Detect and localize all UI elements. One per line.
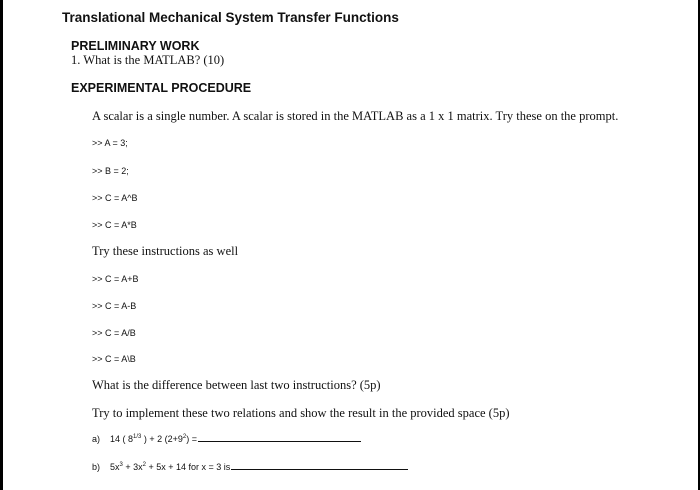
preliminary-question: 1. What is the MATLAB? (10) bbox=[71, 53, 225, 67]
task-b-expr-part: 5x bbox=[110, 462, 120, 472]
command-line: >> C = A+B bbox=[92, 274, 139, 284]
task-a bbox=[92, 434, 361, 444]
try-instructions-text: Try these instructions as well bbox=[92, 244, 239, 258]
implement-question: Try to implement these two relations and show the result in the provided space (5p) bbox=[92, 406, 510, 420]
command-line: >> B = 2; bbox=[92, 166, 129, 176]
task-b-expr-part: + 5x + 14 for x = 3 is bbox=[145, 462, 231, 472]
task-a-exponent: 1/3 bbox=[133, 434, 142, 440]
task-a-exponent: 2 bbox=[182, 434, 187, 440]
task-b-answer-blank[interactable] bbox=[231, 469, 408, 470]
command-line: >> A = 3; bbox=[92, 138, 128, 148]
experimental-heading: EXPERIMENTAL PROCEDURE bbox=[71, 81, 252, 95]
task-b-exponent: 3 bbox=[119, 462, 123, 468]
task-a-expr-part: ) + 2 (2+9 bbox=[141, 434, 183, 444]
task-a-expr-part: 14 ( 8 bbox=[110, 434, 134, 444]
command-line: >> C = A/B bbox=[92, 328, 136, 338]
task-a-answer-blank[interactable] bbox=[198, 441, 361, 442]
command-line: >> C = A-B bbox=[92, 301, 137, 311]
command-line: >> C = A\B bbox=[92, 354, 136, 364]
left-edge-shadow bbox=[0, 0, 3, 490]
task-b bbox=[92, 462, 408, 472]
document-title: Translational Mechanical System Transfer Functions bbox=[62, 10, 399, 25]
task-b-expr-part: + 3x bbox=[122, 462, 143, 472]
task-a-label: a) bbox=[92, 434, 101, 444]
task-a-expr-part: ) = bbox=[186, 434, 198, 444]
difference-question: What is the difference between last two instructions? (5p) bbox=[92, 378, 381, 392]
task-b-label: b) bbox=[92, 462, 101, 472]
intro-paragraph: A scalar is a single number. A scalar is stored in the MATLAB as a 1 x 1 matrix. Try these on the prompt. bbox=[92, 109, 619, 123]
task-b-exponent: 2 bbox=[142, 462, 146, 468]
command-line: >> C = A*B bbox=[92, 220, 137, 230]
preliminary-heading: PRELIMINARY WORK bbox=[71, 39, 200, 53]
command-line: >> C = A^B bbox=[92, 193, 138, 203]
